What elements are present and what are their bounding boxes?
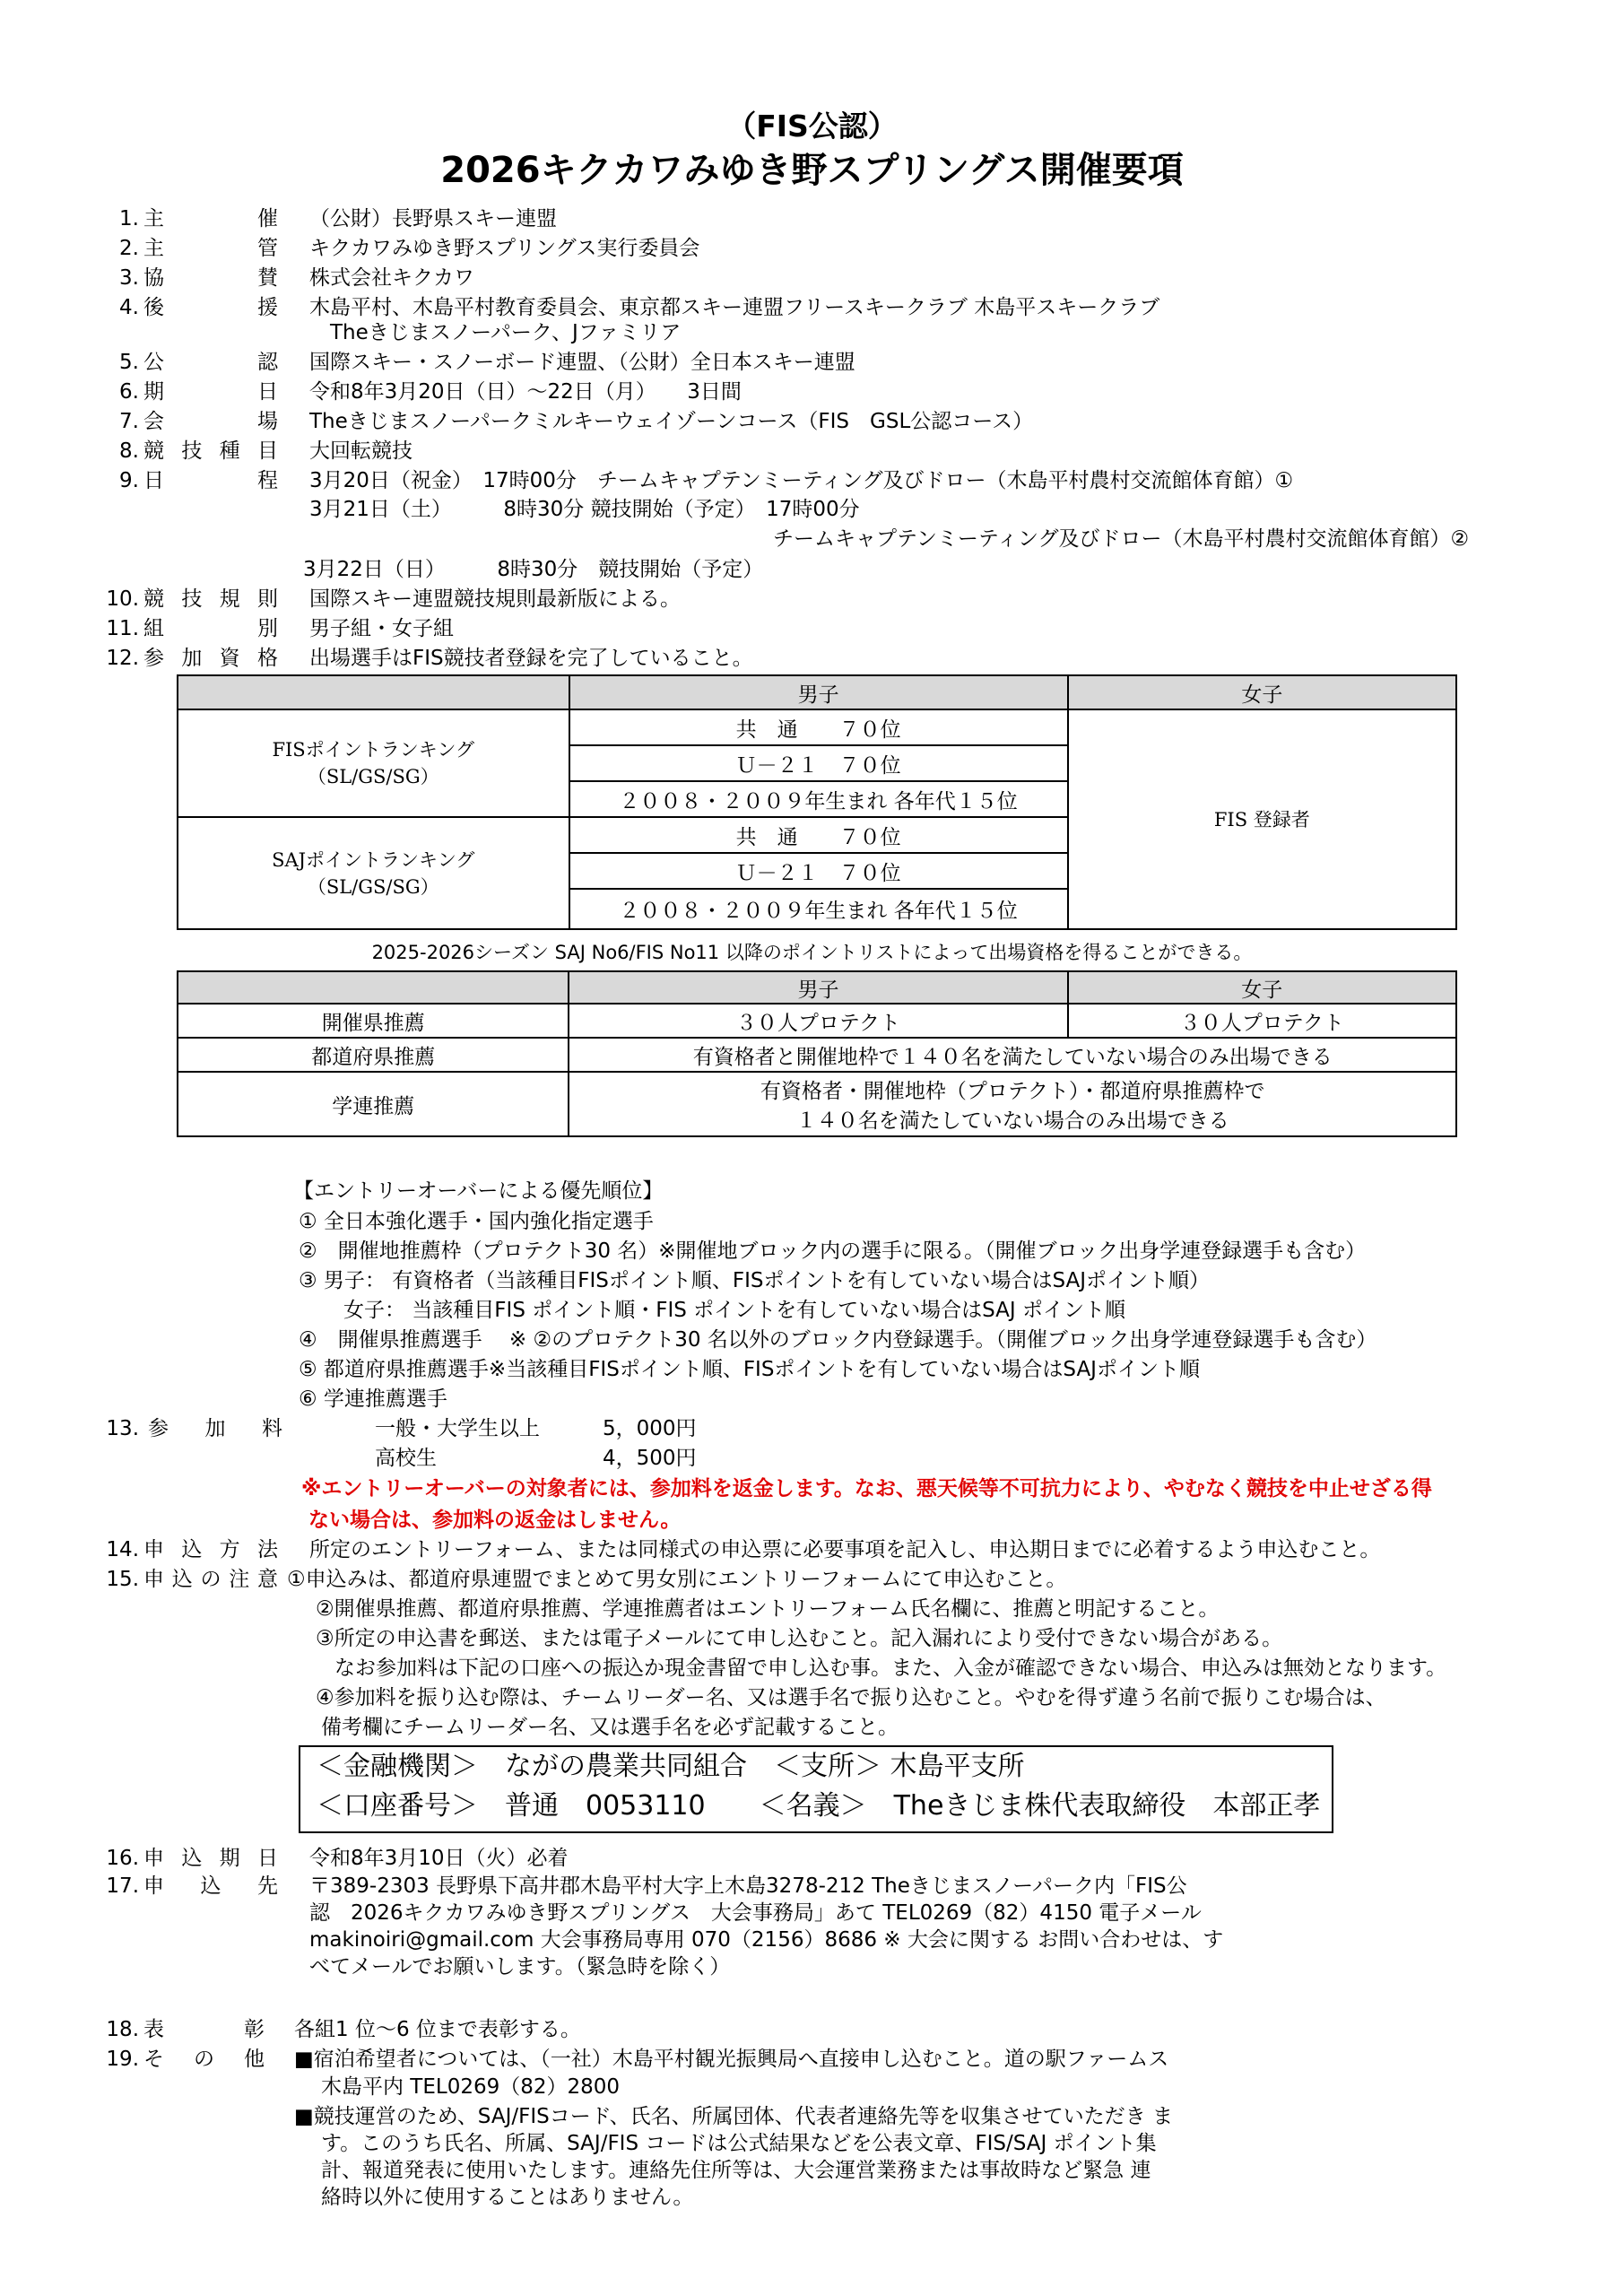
application-note-2: ②開催県推薦、都道府県推薦、学連推薦者はエントリーフォーム氏名欄に、推薦と明記すること。 [316,1597,1220,1621]
item-16-value: 令和8年3月10日（火）必着 [309,1847,569,1870]
item-14-label: 申込方法 [143,1538,278,1561]
fee-highschool-label: 高校生 [375,1447,437,1470]
item-12-label: 参加資格 [143,647,278,670]
priority-2: ② 開催地推薦枠（プロテクト30 名）※開催地ブロック内の選手に限る。（開催ブロック出身学連登録選手も含む） [299,1239,1367,1263]
saj-birthyear-rank: ２００８・２００９年生まれ 各年代１５位 [569,889,1068,929]
recommendation-table [177,970,1457,1137]
student-recommend-line2: １４０名を満たしていない場合のみ出場できる [795,1109,1229,1133]
page-title: 2026キクカワみゆき野スプリングス開催要項 [440,150,1184,191]
item-6-number: 6. [119,380,139,404]
points-list-note: 2025-2026シーズン SAJ No6/FIS No11 以降のポイントリストによって出場資格を得ることができる。 [371,942,1253,963]
item-18-label: 表 彰 [143,2018,265,2041]
other-lodging-line-1: ■宿泊希望者については、（一社）木島平村観光振興局へ直接申し込むこと。道の駅ファームス [294,2048,1169,2071]
fee-general-label: 一般・大学生以上 [375,1417,540,1440]
item-8-label: 競技種目 [143,439,278,463]
item-12-value: 出場選手はFIS競技者登録を完了していること。 [309,647,753,670]
fis-birthyear-rank: ２００８・２００９年生まれ 各年代１５位 [569,781,1068,817]
item-19-label: その他 [143,2048,265,2071]
application-note-1: ①申込みは、都道府県連盟でまとめて男女別にエントリーフォームにて申込むこと。 [287,1568,1067,1591]
host-prefecture-female: ３０人プロテクト [1068,1004,1456,1038]
fee-general-amount: 5，000円 [603,1417,697,1440]
fee-refund-note-2: ない場合は、参加料の返金はしません。 [308,1509,682,1532]
schedule-day3: 3月22日（日） 8時30分 競技開始（予定） [303,558,764,581]
title-line1: （FIS公認） [726,109,898,144]
item-9-number: 9. [119,469,139,492]
item-8-number: 8. [119,439,139,463]
application-note-4b: 備考欄にチームリーダー名、又は選手名を必ず記載すること。 [321,1716,899,1739]
student-recommend-line1: 有資格者・開催地枠（プロテクト）・都道府県推薦枠で [760,1080,1265,1103]
recommendation-header-blank [178,971,569,1004]
item-11-label: 組 別 [143,617,278,640]
schedule-day2: 3月21日（土） 8時30分 競技開始（予定） 17時00分 [309,498,860,521]
recommendation-header-female: 女子 [1068,971,1456,1004]
application-note-4: ④参加料を振り込む際は、チームリーダー名、又は選手名で振り込むこと。やむを得ず違う名前で振りこむ場合は、 [316,1686,1386,1709]
application-note-3: ③所定の申込書を郵送、または電子メールにて申し込むこと。記入漏れにより受付できない場合がある。 [316,1627,1283,1650]
item-17-label: 申込先 [143,1874,278,1898]
item-7-number: 7. [119,410,139,433]
item-10-value: 国際スキー連盟競技規則最新版による。 [309,587,681,611]
bank-account-box [299,1745,1333,1833]
item-3-value: 株式会社キクカワ [309,266,474,290]
item-4-label: 後 援 [143,296,278,319]
bank-branch-line: ＜金融機関＞ ながの農業共同組合 ＜支所＞ 木島平支所 [317,1751,1025,1782]
fis-ranking-label: FISポイントランキング [272,739,475,761]
item-3-label: 協 賛 [143,266,278,290]
item-6-value: 令和8年3月20日（日）～22日（月） 3日間 [309,380,742,404]
priority-heading: 【エントリーオーバーによる優先順位】 [293,1179,664,1203]
item-18-value: 各組1 位～6 位まで表彰する。 [294,2018,581,2041]
other-privacy-line-1: ■競技運営のため、SAJ/FISコード、氏名、所属団体、代表者連絡先等を収集させていただき ま [294,2105,1173,2128]
prefecture-recommend-label: 都道府県推薦 [178,1038,569,1072]
other-privacy-line-4: 絡時以外に使用することはありません。 [321,2186,694,2209]
other-lodging-line-2: 木島平内 TEL0269（82）2800 [321,2075,621,2099]
item-2-label: 主 管 [143,237,278,260]
other-privacy-line-2: す。このうち氏名、所属、SAJ/FIS コードは公式結果などを公表文章、FIS/SAJ ポイント集 [321,2132,1157,2155]
fee-highschool-amount: 4，500円 [603,1447,697,1470]
application-note-3b: なお参加料は下記の口座への振込か現金書留で申し込む事。また、入金が確認できない場合、申込みは無効となります。 [334,1657,1447,1680]
item-6-label: 期 日 [143,380,278,404]
item-4-value: 木島平村、木島平村教育委員会、東京都スキー連盟フリースキークラブ 木島平スキークラブ [309,296,1160,319]
saj-u21-rank: Ｕ－２１ ７０位 [569,853,1068,889]
female-qualification: FIS 登録者 [1068,709,1456,929]
priority-4: ④ 開催県推薦選手 ※ ②のプロテクト30 名以外のブロック内登録選手。（開催ブロック出身学連登録選手も含む） [299,1328,1377,1352]
item-8-value: 大回転競技 [309,439,413,463]
contact-line-2: 認 2026キクカワみゆき野スプリングス 大会事務局」あて TEL0269（82）4150 電子メール [309,1901,1202,1925]
item-7-value: Theきじまスノーパークミルキーウェイゾーンコース（FIS GSL公認コース） [309,410,1034,433]
student-recommend-label: 学連推薦 [178,1072,569,1136]
schedule-day1: 3月20日（祝金） 17時00分 チームキャプテンミーティング及びドロー（木島平村農村交流館体育館）① [309,469,1294,492]
fis-ranking-cell [178,709,569,817]
priority-1: ① 全日本強化選手・国内強化指定選手 [299,1210,654,1233]
priority-6: ⑥ 学連推薦選手 [299,1387,447,1411]
prefecture-recommend-value: 有資格者と開催地枠で１４０名を満たしていない場合のみ出場できる [569,1038,1456,1072]
fis-u21-rank: Ｕ－２１ ７０位 [569,745,1068,781]
host-prefecture-male: ３０人プロテクト [569,1004,1067,1038]
item-18-number: 18. [106,2018,139,2041]
saj-ranking-events: （SL/GS/SG） [307,875,439,898]
item-11-value: 男子組・女子組 [309,617,454,640]
contact-line-1: 〒389-2303 長野県下高井郡木島平村大字上木島3278-212 Theきじまスノーパーク内「FIS公 [309,1874,1187,1898]
item-11-number: 11. [106,617,139,640]
item-9-label: 日 程 [143,469,278,492]
item-5-number: 5. [119,351,139,374]
item-16-label: 申込期日 [143,1847,278,1870]
item-19-number: 19. [106,2048,139,2071]
item-13-label: 参加料 [148,1417,282,1440]
item-15-label: 申込の注意 [143,1568,278,1591]
item-16-number: 16. [106,1847,139,1870]
saj-ranking-label: SAJポイントランキング [272,848,475,871]
item-1-number: 1. [119,207,139,230]
fis-common-rank: 共 通 ７０位 [569,709,1068,745]
host-prefecture-label: 開催県推薦 [178,1004,569,1038]
fee-refund-note-1: ※エントリーオーバーの対象者には、参加料を返金します。なお、悪天候等不可抗力により、やむなく競技を中止せざる得 [301,1477,1432,1500]
item-2-value: キクカワみゆき野スプリングス実行委員会 [309,237,700,260]
item-1-value: （公財）長野県スキー連盟 [309,207,557,230]
item-5-label: 公 認 [143,351,278,374]
schedule-day2-meeting: チームキャプテンミーティング及びドロー（木島平村農村交流館体育館）② [773,527,1470,551]
item-2-number: 2. [119,237,139,260]
qualification-table [177,674,1457,930]
recommendation-header-male: 男子 [569,971,1067,1004]
item-10-label: 競技規則 [143,587,278,611]
item-14-number: 14. [106,1538,139,1561]
contact-line-3: makinoiri@gmail.com 大会事務局専用 070（2156）8686 ※ 大会に関する お問い合わせは、す [309,1928,1224,1952]
student-recommend-value [569,1072,1456,1136]
priority-5: ⑤ 都道府県推薦選手※当該種目FISポイント順、FISポイントを有していない場合はSAJポイント順 [299,1358,1200,1381]
saj-ranking-cell [178,817,569,929]
item-15-number: 15. [106,1568,139,1591]
item-7-label: 会 場 [143,410,278,433]
item-13-number: 13. [106,1417,139,1440]
bank-account-line: ＜口座番号＞ 普通 0053110 ＜名義＞ Theきじま株代表取締役 本部正孝 [317,1790,1321,1822]
fis-ranking-events: （SL/GS/SG） [307,766,439,787]
item-14-value: 所定のエントリーフォーム、または同様式の申込票に必要事項を記入し、申込期日までに必着するよう申込むこと。 [309,1538,1381,1561]
item-17-number: 17. [106,1874,139,1898]
contact-line-4: べてメールでお願いします。（緊急時を除く） [309,1955,731,1979]
priority-3-male: ③ 男子： 有資格者（当該種目FISポイント順、FISポイントを有していない場合はSAJポイント順） [299,1269,1211,1292]
other-privacy-line-3: 計、報道発表に使用いたします。連絡先住所等は、大会運営業務または事故時など緊急 連 [321,2159,1151,2182]
item-4-value-2: Theきじまスノーパーク、Jファミリア [330,321,682,344]
qualification-header-male: 男子 [569,675,1068,709]
qualification-header-female: 女子 [1068,675,1456,709]
item-1-label: 主 催 [143,207,278,230]
item-10-number: 10. [106,587,139,611]
priority-3-female: 女子： 当該種目FIS ポイント順・FIS ポイントを有していない場合はSAJ ポイント順 [343,1299,1126,1322]
saj-common-rank: 共 通 ７０位 [569,817,1068,853]
qualification-header-blank [178,675,569,709]
item-3-number: 3. [119,266,139,290]
item-12-number: 12. [106,647,139,670]
item-5-value: 国際スキー・スノーボード連盟、（公財）全日本スキー連盟 [309,351,855,374]
item-4-number: 4. [119,296,139,319]
